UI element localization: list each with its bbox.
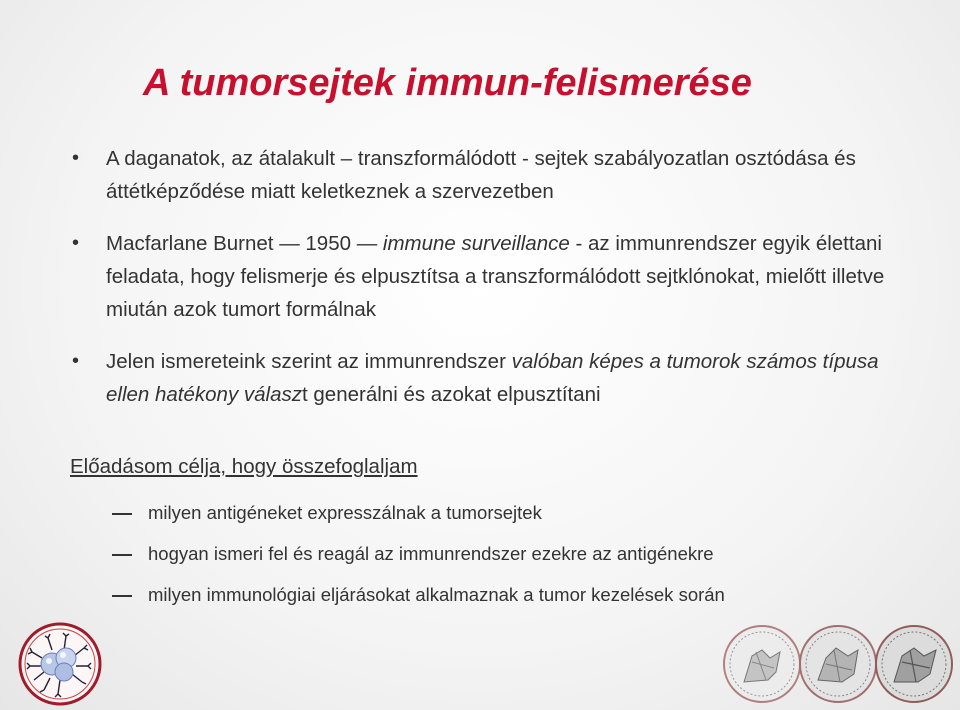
knight-seal-icon <box>798 622 878 706</box>
dash-icon <box>112 554 132 556</box>
bullet-dot-icon: • <box>72 147 80 169</box>
bullet-text-italic: immune surveillance <box>382 232 570 255</box>
bullet-text: A daganatok, az átalakult – transzformálódott - sejtek szabályozatlan osztódása és áttétképződése miatt keletkeznek a szervezetben <box>106 147 856 203</box>
bullet-dot-icon: • <box>72 232 80 254</box>
bullet-dot-icon: • <box>72 350 80 372</box>
bullet-text-italic: valóban képes a tumorok számos típusa ellen hatékony válasz <box>106 350 879 406</box>
bullet-item <box>72 227 892 326</box>
sub-item-text: milyen antigéneket expresszálnak a tumorsejtek <box>148 502 542 523</box>
immune-cell-logo-icon <box>18 622 102 706</box>
sub-item <box>112 582 725 608</box>
bullet-text: Macfarlane Burnet — 1950 — <box>106 232 383 255</box>
knight-seal-icon <box>722 622 802 706</box>
sub-item-text: milyen immunológiai eljárásokat alkalmaznak a tumor kezelések során <box>148 584 725 605</box>
sub-list <box>112 500 725 623</box>
dash-icon <box>112 595 132 597</box>
bullet-item <box>72 142 892 208</box>
slide-title: A tumorsejtek immun-felismerése <box>143 62 752 104</box>
bullet-item <box>72 345 892 411</box>
sub-item <box>112 500 725 526</box>
sub-item <box>112 541 725 567</box>
dash-icon <box>112 513 132 515</box>
knight-seal-icon <box>874 622 954 706</box>
seal-logos <box>722 622 954 706</box>
bullet-text: t generálni és azokat elpusztítani <box>302 383 601 406</box>
bullet-list <box>72 142 892 430</box>
sub-item-text: hogyan ismeri fel és reagál az immunrendszer ezekre az antigénekre <box>148 543 714 564</box>
bullet-text: Jelen ismereteink szerint az immunrendszer <box>106 350 512 373</box>
section-title: Előadásom célja, hogy összefoglaljam <box>70 455 418 478</box>
bullet-text: - az immunrendszer egyik élettani feladata, hogy felismerje és elpusztítsa a transzformálódott sejtklónokat, mielőtt illetve miután azok tumort formálnak <box>106 232 885 321</box>
